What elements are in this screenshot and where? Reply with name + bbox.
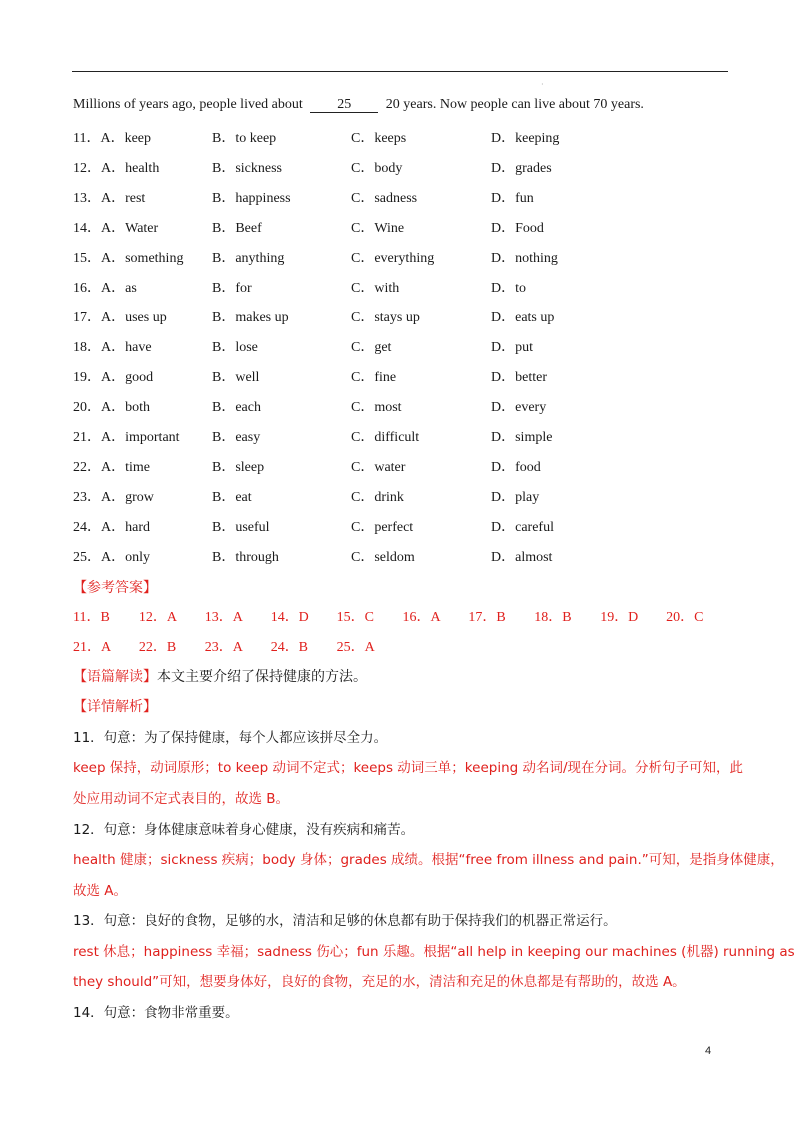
header-rule xyxy=(72,71,728,72)
option-a: 11．A．keep xyxy=(73,131,152,146)
option-b: B．lose xyxy=(212,340,258,356)
option-c: C．seldom xyxy=(351,549,415,565)
answer-item: 12．A xyxy=(138,610,178,625)
option-a: 13．A．rest xyxy=(73,190,146,206)
option-b: B．eat xyxy=(212,489,252,505)
option-b: B．anything xyxy=(212,250,285,266)
q13-meaning: 13．句意：良好的食物，足够的水，清洁和足够的休息都有助于保持我们的机器正常运行。 xyxy=(73,913,617,929)
answer-item: 18．B xyxy=(534,610,572,625)
summary-label: 【语篇解读】 xyxy=(73,669,157,685)
option-d: D．to xyxy=(491,280,526,296)
option-d: D．grades xyxy=(491,160,552,176)
option-b: B．happiness xyxy=(212,190,291,206)
answer-item: 15．C xyxy=(336,610,374,625)
page-number: 4 xyxy=(705,1045,712,1057)
option-a: 15．A．something xyxy=(73,250,184,266)
answer-item: 22．B xyxy=(138,640,177,655)
option-c: C．with xyxy=(351,280,400,296)
intro-before: Millions of years ago, people lived about xyxy=(73,97,303,112)
option-b: B．sleep xyxy=(212,459,265,475)
answer-item: 13．A xyxy=(204,610,243,625)
answer-item: 20．C xyxy=(666,610,704,625)
option-c: C．most xyxy=(351,400,402,416)
answer-item: 21．A xyxy=(73,640,112,655)
answer-item: 25．A xyxy=(336,640,375,655)
option-c: C．water xyxy=(351,459,406,475)
summary xyxy=(73,666,367,686)
q11-explanation-line2: 处应用动词不定式表目的，故选 B。 xyxy=(73,791,290,807)
option-b: B．each xyxy=(212,400,261,416)
answer-item: 23．A xyxy=(204,640,243,655)
option-a: 21．A．important xyxy=(73,430,180,445)
option-c: C．keeps xyxy=(351,131,407,146)
q11-explanation-line1: keep 保持，动词原形；to keep 动词不定式；keeps 动词三单；keeping 动名词/现在分词。分析句子可知，此 xyxy=(73,760,744,776)
option-b: B．makes up xyxy=(212,310,289,326)
answer-item: 14．D xyxy=(270,610,309,625)
option-c: C．Wine xyxy=(351,220,405,236)
q14-meaning: 14．句意：食物非常重要。 xyxy=(73,1005,239,1021)
option-b: B．for xyxy=(212,280,252,296)
option-d: D．keeping xyxy=(491,131,560,146)
option-a: 19．A．good xyxy=(73,370,154,386)
option-c: C．difficult xyxy=(351,430,420,445)
q13-explanation-line2: they should”可知，想要身体好，良好的食物，充足的水，清洁和充足的休息都是有帮助的，故选 A。 xyxy=(73,974,686,990)
q11-meaning: 11．句意：为了保持健康，每个人都应该拼尽全力。 xyxy=(73,730,388,746)
option-d: D．nothing xyxy=(491,250,558,266)
option-b: B．Beef xyxy=(212,220,262,236)
option-d: D．fun xyxy=(491,190,534,206)
option-b: B．through xyxy=(212,549,279,565)
answer-item: 11．B xyxy=(73,610,110,625)
option-d: D．play xyxy=(491,489,540,505)
option-c: C．get xyxy=(351,340,392,356)
answer-item: 16．A xyxy=(402,610,441,625)
option-d: D．Food xyxy=(491,220,544,236)
option-d: D．eats up xyxy=(491,310,555,326)
answer-item: 24．B xyxy=(270,640,309,655)
option-b: B．easy xyxy=(212,430,261,445)
detail-heading: 【详情解析】 xyxy=(73,699,157,715)
option-d: D．food xyxy=(491,459,541,475)
option-a: 18．A．have xyxy=(73,340,152,356)
option-a: 23．A．grow xyxy=(73,489,154,505)
option-c: C．stays up xyxy=(351,310,420,326)
option-b: B．useful xyxy=(212,519,270,535)
decorative-dot: · xyxy=(541,80,544,89)
summary-text: 本文主要介绍了保持健康的方法。 xyxy=(157,669,367,685)
answer-heading: 【参考答案】 xyxy=(73,580,157,596)
q12-explanation-line2: 故选 A。 xyxy=(73,883,128,899)
option-a: 20．A．both xyxy=(73,400,150,416)
intro-after: 20 years. Now people can live about 70 years. xyxy=(385,97,644,112)
answer-item: 17．B xyxy=(468,610,506,625)
option-c: C．drink xyxy=(351,489,404,505)
option-a: 16．A．as xyxy=(73,280,137,296)
option-d: D．simple xyxy=(491,430,553,445)
option-a: 22．A．time xyxy=(73,459,150,475)
option-c: C．fine xyxy=(351,370,397,386)
option-a: 14．A．Water xyxy=(73,220,159,236)
option-a: 25．A．only xyxy=(73,549,150,565)
option-a: 17．A．uses up xyxy=(73,310,167,326)
option-d: D．put xyxy=(491,340,533,356)
option-c: C．sadness xyxy=(351,190,418,206)
option-c: C．everything xyxy=(351,250,435,266)
option-a: 12．A．health xyxy=(73,160,160,176)
q12-meaning: 12．句意：身体健康意味着身心健康，没有疾病和痛苦。 xyxy=(73,822,415,838)
intro-blank: 25 xyxy=(310,98,378,113)
answer-item: 19．D xyxy=(600,610,639,625)
q13-explanation-line1: rest 休息；happiness 幸福；sadness 伤心；fun 乐趣。根据“all help in keeping our machines (机器) running as xyxy=(73,944,795,960)
option-d: D．careful xyxy=(491,519,554,535)
intro-sentence xyxy=(73,97,644,113)
option-d: D．almost xyxy=(491,549,553,565)
option-d: D．better xyxy=(491,370,547,386)
option-d: D．every xyxy=(491,400,547,416)
option-a: 24．A．hard xyxy=(73,519,150,535)
option-b: B．to keep xyxy=(212,131,277,146)
q12-explanation-line1: health 健康；sickness 疾病；body 身体；grades 成绩。根据“free from illness and pain.”可知，是指身体健康， xyxy=(73,852,784,868)
option-b: B．sickness xyxy=(212,160,282,176)
option-c: C．perfect xyxy=(351,519,414,535)
option-b: B．well xyxy=(212,370,260,386)
option-c: C．body xyxy=(351,160,403,176)
